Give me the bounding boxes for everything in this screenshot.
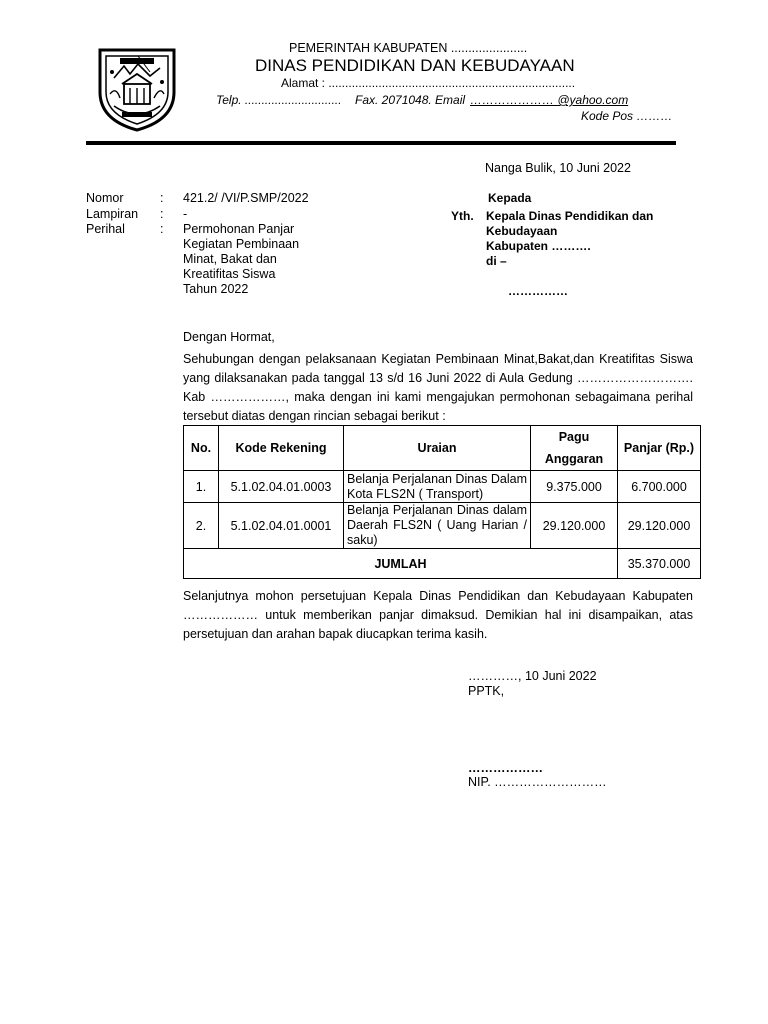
lampiran-value: - [183, 207, 188, 221]
perihal-colon: : [160, 222, 164, 236]
header-panjar: Panjar (Rp.) [618, 426, 701, 471]
header-address: Alamat : .......................................................................... [281, 76, 576, 90]
header-kode-pos: Kode Pos ……… [581, 109, 673, 123]
signature-role: PPTK, [468, 684, 505, 698]
header-pagu-anggaran [531, 426, 618, 471]
row-pagu: 9.375.000 [531, 471, 618, 503]
addressee-yth: Yth. [451, 209, 474, 223]
header-telp: Telp. ............................. [216, 93, 342, 107]
perihal-line-4: Kreatifitas Siswa [183, 267, 276, 281]
signature-name: ……………… [468, 761, 543, 775]
perihal-line-5: Tahun 2022 [183, 282, 249, 296]
header-uraian: Uraian [344, 426, 531, 471]
nomor-label: Nomor [86, 191, 124, 205]
row-no: 1. [184, 471, 219, 503]
letterhead-divider [86, 141, 676, 145]
nomor-value: 421.2/ /VI/P.SMP/2022 [183, 191, 309, 205]
addressee-kepada: Kepada [488, 191, 532, 205]
row-uraian: Belanja Perjalanan Dinas dalam Daerah FLS2N ( Uang Harian / saku) [344, 503, 531, 549]
lampiran-colon: : [160, 207, 164, 221]
table-row [184, 471, 701, 503]
row-kode: 5.1.02.04.01.0001 [219, 503, 344, 549]
total-label: JUMLAH [184, 549, 618, 579]
regency-emblem-logo [92, 42, 182, 132]
lampiran-label: Lampiran [86, 207, 139, 221]
header-agency-name: DINAS PENDIDIKAN DAN KEBUDAYAAN [255, 56, 575, 75]
perihal-line-1: Permohonan Panjar [183, 222, 295, 236]
addressee-line-3: Kabupaten ………. [486, 239, 591, 253]
row-panjar: 6.700.000 [618, 471, 701, 503]
header-pagu: Pagu [558, 430, 590, 444]
addressee-line-5: …………… [508, 284, 568, 298]
row-uraian: Belanja Perjalanan Dinas Dalam Kota FLS2N ( Transport) [344, 471, 531, 503]
perihal-line-3: Minat, Bakat dan [183, 252, 277, 266]
header-kode-rekening: Kode Rekening [219, 426, 344, 471]
row-kode: 5.1.02.04.01.0003 [219, 471, 344, 503]
addressee-line-4: di – [486, 254, 507, 268]
perihal-label: Perihal [86, 222, 125, 236]
table-header-row [184, 426, 701, 471]
header-no: No. [184, 426, 219, 471]
row-panjar: 29.120.000 [618, 503, 701, 549]
signature-nip: NIP. ……………………… [468, 775, 607, 789]
header-government-line: PEMERINTAH KABUPATEN ...................... [289, 41, 528, 55]
perihal-line-2: Kegiatan Pembinaan [183, 237, 300, 251]
header-email: ………………… @yahoo.com [470, 93, 629, 107]
body-paragraph-1: Sehubungan dengan pelaksanaan Kegiatan Pembinaan Minat,Bakat,dan Kreatifitas Siswa yang dilaksanakan pada tanggal 13 s/d 16 Juni 2022 di Aula Gedung ………………………. Kab ………………, maka dengan ini kami mengajukan permohonan sebagaimana perihal tersebut diatas dengan rincian sebagai berikut : [183, 352, 693, 423]
body-paragraph-2: Selanjutnya mohon persetujuan Kepala Dinas Pendidikan dan Kebudayaan Kabupaten ……………… untuk memberikan panjar dimaksud. Demikian hal ini disampaikan, atas persetujuan dan arahan bapak diucapkan terima kasih. [183, 589, 693, 641]
greeting: Dengan Hormat, [183, 330, 275, 344]
table-row [184, 503, 701, 549]
header-fax: Fax. 2071048. Email [355, 93, 466, 107]
addressee-line-2: Kebudayaan [486, 224, 558, 238]
nomor-colon: : [160, 191, 164, 205]
total-value: 35.370.000 [618, 549, 701, 579]
row-pagu: 29.120.000 [531, 503, 618, 549]
place-date: Nanga Bulik, 10 Juni 2022 [485, 161, 631, 175]
rincian-table [183, 425, 701, 579]
addressee-line-1: Kepala Dinas Pendidikan dan [486, 209, 654, 223]
table-total-row [184, 549, 701, 579]
signature-date: …………, 10 Juni 2022 [468, 669, 597, 683]
row-no: 2. [184, 503, 219, 549]
header-anggaran: Anggaran [544, 452, 604, 466]
